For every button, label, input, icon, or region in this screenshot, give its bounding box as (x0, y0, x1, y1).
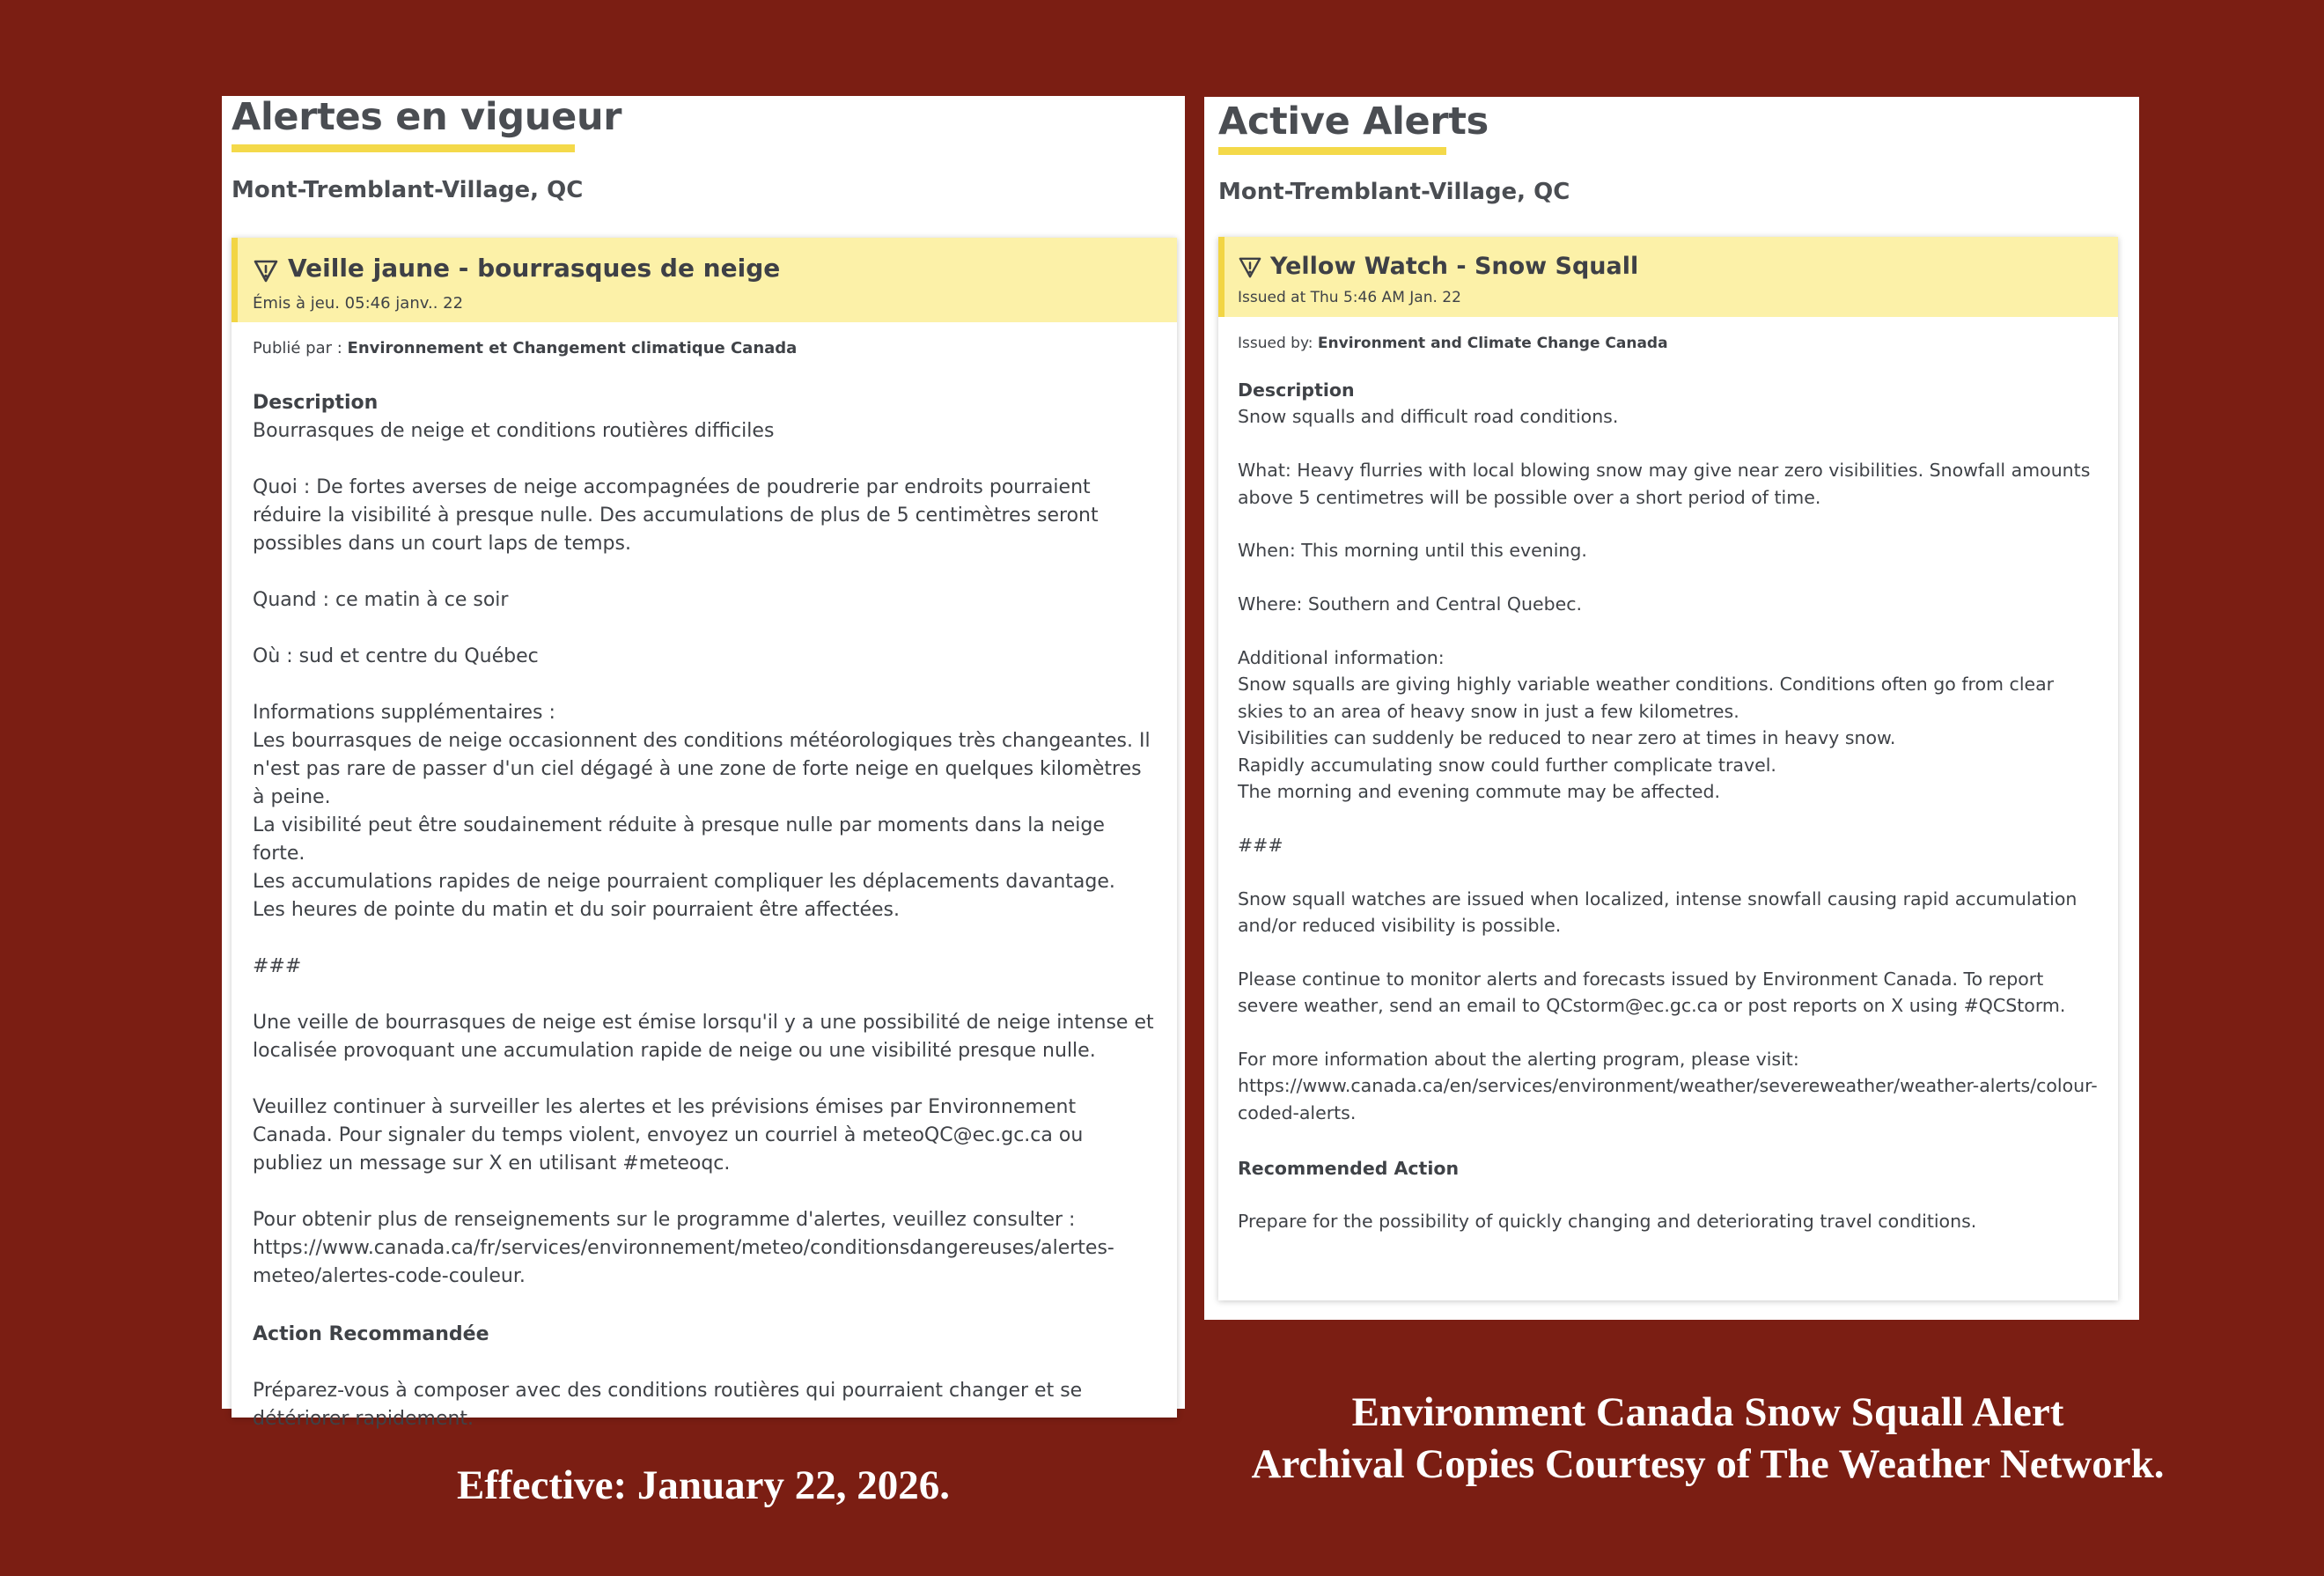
title-underline (232, 144, 575, 152)
warning-triangle-icon (253, 259, 279, 284)
location-label: Mont-Tremblant-Village, QC (232, 177, 584, 203)
issued-timestamp: Issued at Thu 5:46 AM Jan. 22 (1238, 289, 1461, 306)
published-agency: Environment and Climate Change Canada (1317, 335, 1668, 352)
where-text: Où : sud et centre du Québec (253, 645, 539, 667)
additional-info: Informations supplémentaires : Les bourrasques de neige occasionnent des conditions météorologiques très changeantes. Il n'est pas rare de passer d'un ciel dégagé à une zone de forte neige en quelques kilomètres à peine. La visibilité peut être soudainement réduite à presque nulle par moments dans la neige forte. Les accumulations rapides de neige pourraient compliquer les déplacements davantage. Les heures de pointe du matin et du soir pourraient être affectées. (253, 702, 1151, 921)
page-title: Alertes en vigueur (232, 95, 622, 139)
alert-card-header[interactable] (1218, 237, 2118, 317)
english-alerts-panel (1204, 97, 2139, 1320)
archive-caption-line2: Archival Copies Courtesy of The Weather Network. (1251, 1441, 2165, 1487)
watch-info: Une veille de bourrasques de neige est émise lorsqu'il y a une possibilité de neige intense et localisée provoquant une accumulation rapide de neige ou une visibilité presque nulle. (253, 1012, 1154, 1062)
monitor-text: Please continue to monitor alerts and forecasts issued by Environment Canada. To report severe weather, send an email to QCstorm@ec.gc.ca or post reports on X using #QCStorm. (1238, 968, 2066, 1017)
issued-timestamp: Émis à jeu. 05:46 janv.. 22 (253, 294, 464, 313)
alert-title[interactable]: Yellow Watch - Snow Squall (1270, 253, 1639, 280)
alert-card[interactable] (1218, 237, 2118, 1300)
separator: ### (253, 955, 302, 977)
action-text: Préparez-vous à composer avec des conditions routières qui pourraient changer et se détériorer rapidement. (253, 1380, 1083, 1430)
more-info-text: For more information about the alerting program, please visit: https://www.canada.ca/en/services/environment/weather/severeweather/weather-alerts/colour-coded-alerts. (1238, 1049, 2098, 1123)
monitor-text: Veuillez continuer à surveiller les alertes et les prévisions émises par Environnement Canada. Pour signaler du temps violent, envoyez un courriel à meteoQC@ec.gc.ca ou publiez un message sur X en utilisant #meteoqc. (253, 1096, 1084, 1175)
description-label: Description (1238, 379, 1355, 401)
alert-card[interactable] (232, 238, 1177, 1430)
published-label: Issued by: (1238, 335, 1313, 352)
location-label: Mont-Tremblant-Village, QC (1218, 179, 1570, 205)
action-text: Prepare for the possibility of quickly changing and deteriorating travel conditions. (1238, 1211, 1977, 1233)
alert-title[interactable]: Veille jaune - bourrasques de neige (288, 254, 781, 283)
alert-body (232, 338, 1177, 1433)
alert-body (1218, 334, 2118, 1235)
description-summary: Bourrasques de neige et conditions routières difficiles (253, 420, 775, 442)
archive-caption (1180, 1387, 2236, 1491)
when-text: Quand : ce matin à ce soir (253, 589, 509, 611)
published-by (253, 338, 1156, 359)
title-underline (1218, 147, 1446, 155)
description-label: Description (253, 392, 379, 414)
warning-triangle-icon (1238, 256, 1262, 279)
published-agency: Environnement et Changement climatique Canada (347, 339, 798, 357)
alert-card-header[interactable] (232, 238, 1177, 322)
published-label: Publié par : (253, 339, 342, 357)
when-text: When: This morning until this evening. (1238, 540, 1587, 562)
more-info-text: Pour obtenir plus de renseignements sur le programme d'alertes, veuillez consulter : https://www.canada.ca/fr/services/environnement/meteo/conditionsdangereuses/alertes-meteo/alertes-code-couleur. (253, 1209, 1114, 1287)
watch-info: Snow squall watches are issued when localized, intense snowfall causing rapid accumulation and/or reduced visibility is possible. (1238, 887, 2078, 937)
page-title: Active Alerts (1218, 99, 1489, 144)
french-alerts-panel (222, 95, 1185, 1430)
published-by (1238, 334, 2099, 353)
separator: ### (1238, 834, 1283, 856)
description-summary: Snow squalls and difficult road conditions. (1238, 406, 1619, 428)
what-text: What: Heavy flurries with local blowing snow may give near zero visibilities. Snowfall amounts above 5 centimetres will be possible over a short period of time. (1238, 460, 2091, 508)
effective-date-caption: Effective: January 22, 2026. (457, 1462, 950, 1508)
action-label: Recommended Action (1238, 1157, 1460, 1179)
archive-caption-line1: Environment Canada Snow Squall Alert (1351, 1389, 2064, 1435)
action-label: Action Recommandée (253, 1323, 489, 1345)
where-text: Where: Southern and Central Quebec. (1238, 593, 1583, 615)
what-text: Quoi : De fortes averses de neige accompagnées de poudrerie par endroits pourraient réduire la visibilité à presque nulle. Des accumulations de plus de 5 centimètres seront possibles dans un court laps de temps. (253, 476, 1099, 555)
additional-info: Additional information: Snow squalls are giving highly variable weather conditions. Conditions often go from clear skies to an area of heavy snow in just a few kilometres. Visibilities can suddenly be reduced to near zero at times in heavy snow. Rapidly accumulating snow could further complicate travel. The morning and evening commute may be affected. (1238, 647, 2055, 803)
